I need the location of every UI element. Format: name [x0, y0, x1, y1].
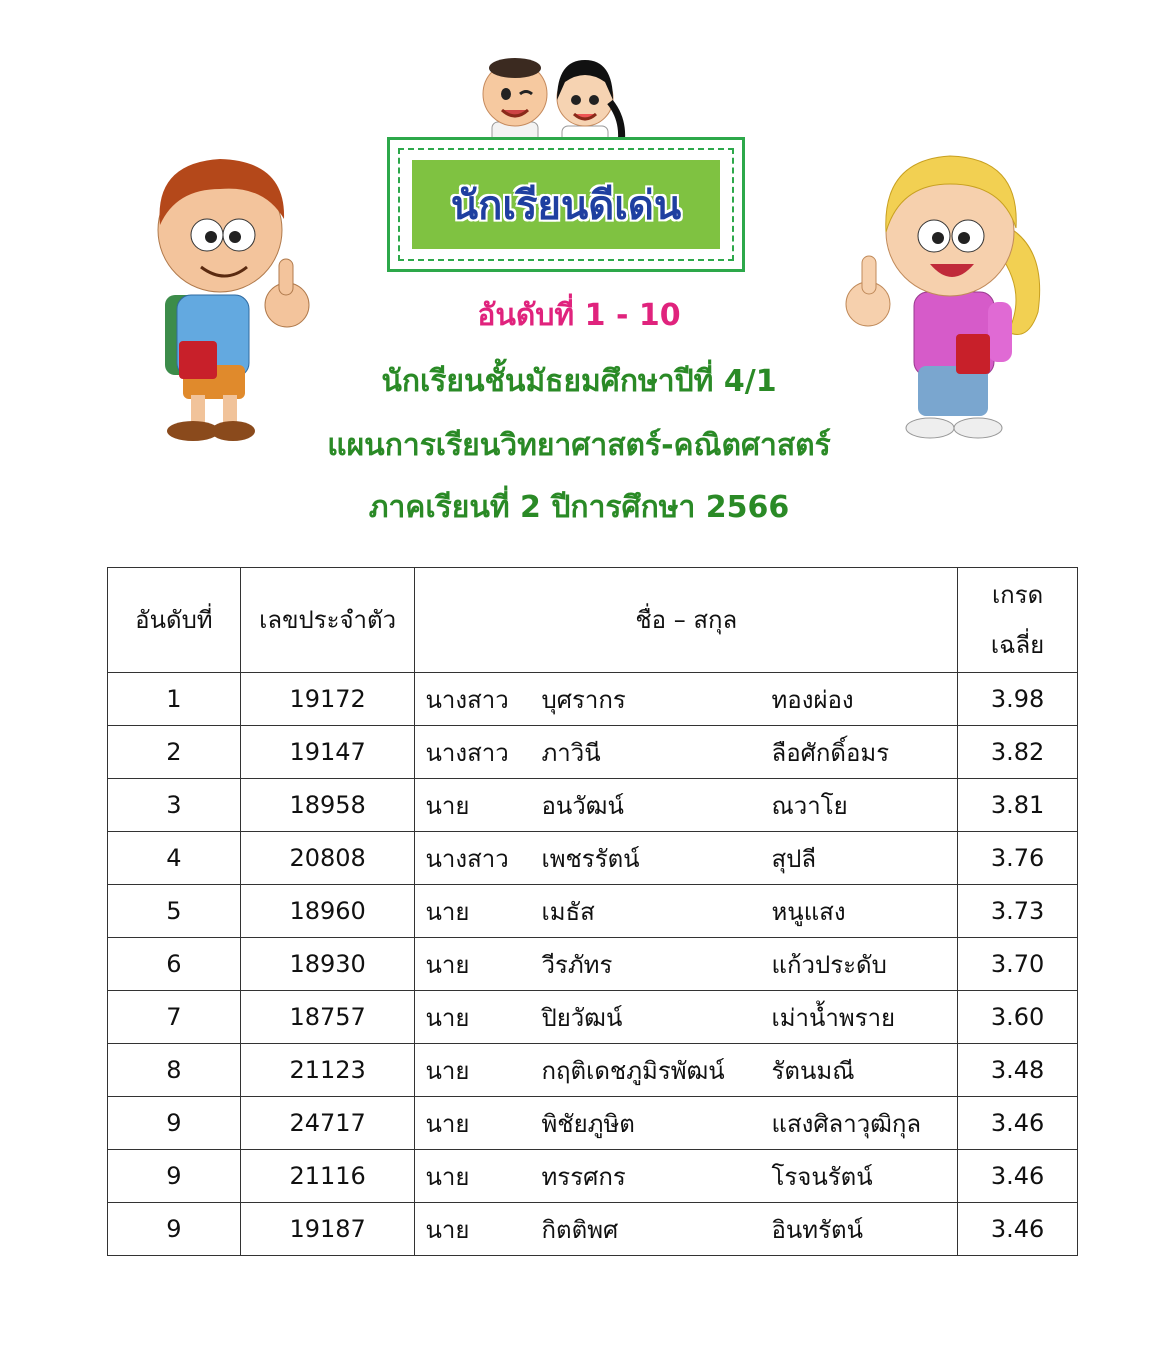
- cell-rank: 9: [108, 1150, 241, 1203]
- last-name: ทองผ่อง: [771, 685, 854, 714]
- name-parts: [415, 998, 957, 1037]
- last-name: หนูแสง: [771, 897, 846, 926]
- first-name: พิชัยภูษิต: [541, 1109, 635, 1138]
- cell-gpa: 3.60: [958, 991, 1078, 1044]
- cell-full-name: [415, 1150, 958, 1203]
- name-parts: [415, 733, 957, 772]
- class-heading: นักเรียนชั้นมัธยมศึกษาปีที่ 4/1: [381, 364, 777, 399]
- cell-student-id: 19147: [240, 726, 415, 779]
- header-gpa-line2: เฉลี่ย: [990, 631, 1045, 659]
- cell-full-name: [415, 726, 958, 779]
- last-name: ณวาโย: [771, 791, 848, 820]
- cell-student-id: 21123: [240, 1044, 415, 1097]
- cell-rank: 9: [108, 1203, 241, 1256]
- header-gpa-line1: เกรด: [991, 581, 1044, 609]
- last-name: อินทรัตน์: [771, 1215, 864, 1244]
- header-full-name: ชื่อ – สกุล: [415, 568, 958, 673]
- name-parts: [415, 786, 957, 825]
- name-title: นางสาว: [425, 685, 509, 714]
- cell-rank: 4: [108, 832, 241, 885]
- term-heading: ภาคเรียนที่ 2 ปีการศึกษา 2566: [368, 490, 790, 525]
- table-row: [108, 673, 1078, 726]
- cell-rank: 6: [108, 938, 241, 991]
- cell-gpa: 3.70: [958, 938, 1078, 991]
- name-title: นาย: [425, 950, 470, 979]
- cell-student-id: 21116: [240, 1150, 415, 1203]
- name-title: นาย: [425, 1215, 470, 1244]
- first-name: ปิยวัฒน์: [541, 1003, 623, 1032]
- first-name: เมธัส: [541, 897, 595, 926]
- first-name: บุศรากร: [541, 685, 626, 714]
- first-name: อนวัฒน์: [541, 791, 624, 820]
- banner-title: นักเรียนดีเด่น: [450, 182, 682, 229]
- first-name: กฤติเดชภูมิรพัฒน์: [541, 1056, 725, 1085]
- header-rank: อันดับที่: [108, 568, 241, 673]
- cell-full-name: [415, 885, 958, 938]
- table-row: [108, 1097, 1078, 1150]
- cell-gpa: 3.82: [958, 726, 1078, 779]
- cell-student-id: 19187: [240, 1203, 415, 1256]
- table-header-row: [108, 568, 1078, 673]
- outstanding-students-table: [107, 567, 1078, 1256]
- cell-student-id: 18757: [240, 991, 415, 1044]
- table-row: [108, 832, 1078, 885]
- cell-gpa: 3.46: [958, 1097, 1078, 1150]
- cell-rank: 2: [108, 726, 241, 779]
- cell-student-id: 18930: [240, 938, 415, 991]
- name-title: นาย: [425, 791, 470, 820]
- cell-full-name: [415, 1097, 958, 1150]
- first-name: วีรภัทร: [541, 950, 613, 979]
- name-parts: [415, 1157, 957, 1196]
- name-title: นางสาว: [425, 844, 509, 873]
- rank-range-heading: อันดับที่ 1 - 10: [477, 298, 681, 333]
- name-title: นาย: [425, 897, 470, 926]
- cell-gpa: 3.48: [958, 1044, 1078, 1097]
- table-row: [108, 938, 1078, 991]
- last-name: โรจนรัตน์: [771, 1162, 873, 1191]
- table-row: [108, 991, 1078, 1044]
- cell-full-name: [415, 1044, 958, 1097]
- first-name: ทรรศกร: [541, 1162, 626, 1191]
- table-row: [108, 885, 1078, 938]
- first-name: กิตติพศ: [541, 1215, 619, 1244]
- name-parts: [415, 680, 957, 719]
- banner-plate: [412, 160, 720, 249]
- last-name: รัตนมณี: [771, 1056, 855, 1085]
- cell-rank: 3: [108, 779, 241, 832]
- name-parts: [415, 839, 957, 878]
- name-title: นาย: [425, 1003, 470, 1032]
- cell-full-name: [415, 991, 958, 1044]
- cell-gpa: 3.73: [958, 885, 1078, 938]
- first-name: ภาวินี: [541, 738, 601, 767]
- cell-gpa: 3.81: [958, 779, 1078, 832]
- cell-gpa: 3.46: [958, 1203, 1078, 1256]
- table-row: [108, 1044, 1078, 1097]
- title-banner: [387, 137, 745, 272]
- table-row: [108, 1150, 1078, 1203]
- study-plan-heading: แผนการเรียนวิทยาศาสตร์-คณิตศาสตร์: [327, 428, 831, 463]
- table-row: [108, 779, 1078, 832]
- cell-student-id: 18960: [240, 885, 415, 938]
- cell-full-name: [415, 832, 958, 885]
- first-name: เพชรรัตน์: [541, 844, 640, 873]
- cell-full-name: [415, 938, 958, 991]
- table-row: [108, 1203, 1078, 1256]
- name-parts: [415, 1104, 957, 1143]
- table-body: [108, 673, 1078, 1256]
- cell-gpa: 3.98: [958, 673, 1078, 726]
- cell-rank: 9: [108, 1097, 241, 1150]
- cell-full-name: [415, 673, 958, 726]
- name-title: นาย: [425, 1056, 470, 1085]
- header-student-id: เลขประจำตัว: [240, 568, 415, 673]
- name-title: นาย: [425, 1109, 470, 1138]
- cell-gpa: 3.76: [958, 832, 1078, 885]
- cell-student-id: 24717: [240, 1097, 415, 1150]
- cell-student-id: 20808: [240, 832, 415, 885]
- cell-full-name: [415, 1203, 958, 1256]
- cell-rank: 5: [108, 885, 241, 938]
- table-row: [108, 726, 1078, 779]
- last-name: แสงศิลาวุฒิกุล: [771, 1109, 922, 1138]
- last-name: สุปลี: [771, 844, 817, 873]
- cell-rank: 8: [108, 1044, 241, 1097]
- last-name: เม่าน้ำพราย: [771, 1003, 896, 1032]
- cell-student-id: 19172: [240, 673, 415, 726]
- last-name: แก้วประดับ: [771, 950, 887, 979]
- cell-rank: 7: [108, 991, 241, 1044]
- cell-student-id: 18958: [240, 779, 415, 832]
- cell-full-name: [415, 779, 958, 832]
- header-gpa: [958, 568, 1078, 673]
- name-parts: [415, 945, 957, 984]
- name-parts: [415, 892, 957, 931]
- name-parts: [415, 1210, 957, 1249]
- cell-rank: 1: [108, 673, 241, 726]
- name-title: นาย: [425, 1162, 470, 1191]
- cell-gpa: 3.46: [958, 1150, 1078, 1203]
- name-parts: [415, 1051, 957, 1090]
- last-name: ลือศักดิ์อมร: [771, 738, 890, 767]
- name-title: นางสาว: [425, 738, 509, 767]
